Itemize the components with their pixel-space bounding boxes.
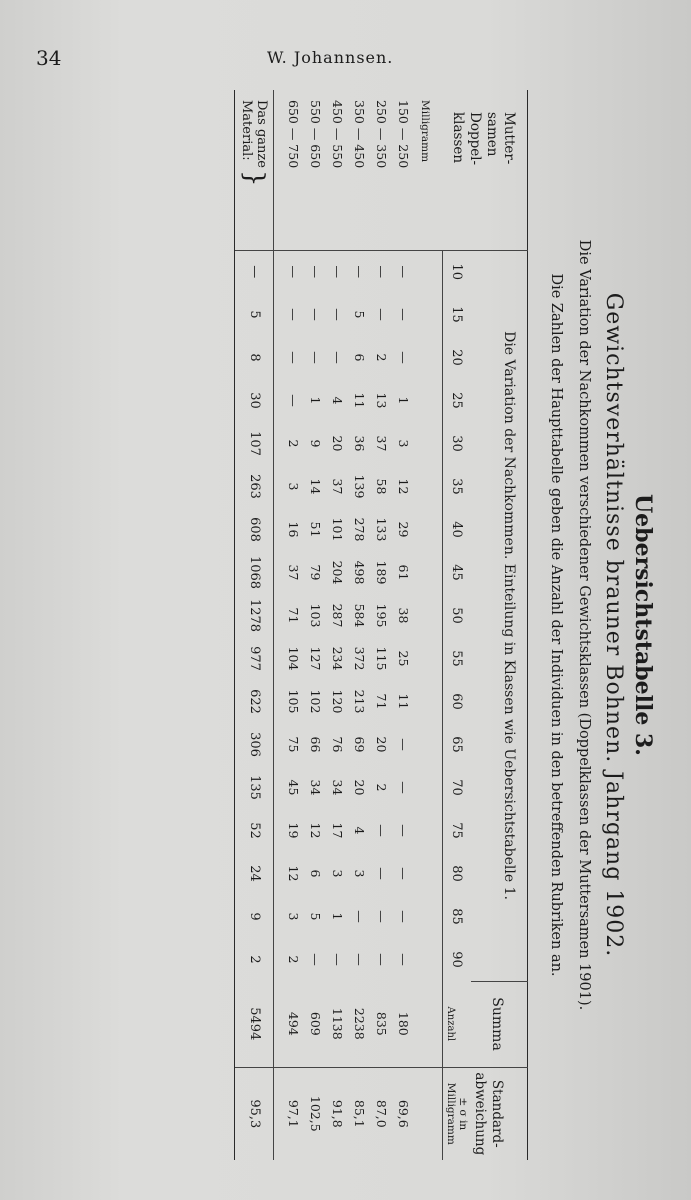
table-cell: 75 [286, 736, 301, 753]
table-description: Die Variation der Nachkommen verschiedener Gewichtsklassen (Doppelklassen der Muttersamen 1901). [576, 239, 592, 1011]
table-subtitle: Gewichtsverhältnisse brauner Bohnen. Jahrgang 1902. [601, 292, 626, 958]
table-cell: 12 [286, 865, 301, 882]
total-cell: 52 [235, 809, 274, 852]
total-row [235, 90, 274, 1160]
row-label: 250 — 350 [371, 90, 393, 250]
class-label: 10 [443, 250, 472, 293]
table-cell: 278 [352, 517, 367, 542]
class-row [443, 90, 472, 1160]
table-cell: — [374, 308, 389, 321]
variation-header: Die Variation der Nachkommen. Einteilung in Klassen wie Uebersichtstabelle 1. [471, 250, 528, 981]
table-cell: 37 [374, 435, 389, 452]
total-sum: 5494 [235, 981, 274, 1067]
table-cell: 37 [330, 478, 345, 495]
table-cell: — [374, 910, 389, 923]
table-cell: 34 [330, 779, 345, 796]
table-cell: 14 [308, 478, 323, 495]
table-cell: 133 [374, 517, 389, 542]
spacer-cell [415, 465, 443, 508]
table-cell: — [330, 351, 345, 364]
table-cell: 584 [352, 603, 367, 628]
spacer-cell [415, 422, 443, 465]
table-cell: 38 [396, 607, 411, 624]
table-cell: 5 [308, 912, 323, 921]
row-std: 91,8 [330, 1099, 345, 1128]
unit-row [415, 90, 443, 1160]
table-cell: 3 [352, 869, 367, 878]
class-label: 20 [443, 336, 472, 379]
total-cell: 9 [235, 895, 274, 938]
table-cell: — [286, 394, 301, 407]
total-std: 95,3 [235, 1067, 274, 1160]
table-cell: 2 [374, 353, 389, 362]
row-label: 650 — 750 [274, 90, 305, 250]
table-cell: 69 [352, 736, 367, 753]
table-cell: 9 [308, 439, 323, 448]
table-cell: — [352, 910, 367, 923]
spacer-cell [415, 981, 443, 1067]
table-cell: — [308, 265, 323, 278]
class-label: 55 [443, 637, 472, 680]
table-cell: 204 [330, 560, 345, 585]
class-label: 60 [443, 680, 472, 723]
table-cell: 20 [330, 435, 345, 452]
table-cell: 6 [352, 353, 367, 362]
table-cell: 45 [286, 779, 301, 796]
total-cell: 1278 [235, 594, 274, 637]
table-cell: — [286, 308, 301, 321]
row-sum: 180 [393, 981, 415, 1067]
table-cell: 3 [286, 482, 301, 491]
table-cell: — [374, 265, 389, 278]
table-cell: — [396, 265, 411, 278]
table-cell: 104 [286, 646, 301, 671]
total-cell: 24 [235, 852, 274, 895]
std-unit: ± σ in Milligramm [443, 1067, 472, 1160]
spacer-cell [415, 680, 443, 723]
total-cell: 622 [235, 680, 274, 723]
table-cell: 120 [330, 689, 345, 714]
table-cell: 115 [374, 646, 389, 671]
total-cell: 608 [235, 508, 274, 551]
class-label: 40 [443, 508, 472, 551]
table-cell: 234 [330, 646, 345, 671]
table-cell: — [396, 824, 411, 837]
table-cell: 103 [308, 603, 323, 628]
sum-unit: Anzahl [443, 981, 472, 1067]
table-cell: 51 [308, 521, 323, 538]
total-cell: 107 [235, 422, 274, 465]
table-cell: — [308, 953, 323, 966]
table-cell: — [330, 265, 345, 278]
mother-seed-header [443, 90, 528, 250]
spacer-cell [415, 379, 443, 422]
class-label: 75 [443, 809, 472, 852]
row-label: 450 — 550 [327, 90, 349, 250]
spacer-cell [415, 809, 443, 852]
table-title: Uebersichtstabelle 3. [630, 494, 656, 756]
table-cell: 16 [286, 521, 301, 538]
table-note: Die Zahlen der Haupttabelle geben die Anzahl der Individuen in den betreffenden Rubriken an. [548, 273, 564, 977]
table-cell: 4 [352, 826, 367, 835]
table-cell: — [396, 738, 411, 751]
table-cell: 12 [396, 478, 411, 495]
table-cell: 19 [286, 822, 301, 839]
table-cell: 102 [308, 689, 323, 714]
table-cell: 195 [374, 603, 389, 628]
table-row [305, 90, 327, 1160]
table-cell: 213 [352, 689, 367, 714]
running-head-author: W. Johannsen. [267, 48, 394, 67]
total-label-line: Das ganze [254, 100, 270, 168]
table-cell: 79 [308, 564, 323, 581]
table-cell: 61 [396, 564, 411, 581]
row-std: 87,0 [374, 1099, 389, 1128]
table-cell: — [374, 953, 389, 966]
table-cell: 3 [286, 912, 301, 921]
total-cell: 8 [235, 336, 274, 379]
table-cell: — [286, 265, 301, 278]
spacer-cell [415, 508, 443, 551]
class-label: 25 [443, 379, 472, 422]
table-cell: 36 [352, 435, 367, 452]
table-cell: 20 [374, 736, 389, 753]
table-cell: 105 [286, 689, 301, 714]
table-cell: 6 [308, 869, 323, 878]
table-cell: — [352, 953, 367, 966]
spacer-cell [415, 852, 443, 895]
table-cell: 2 [286, 439, 301, 448]
mother-header-line: klassen [450, 112, 466, 164]
table-cell: 34 [308, 779, 323, 796]
std-header-line: abweichung [472, 1072, 488, 1156]
total-cell: 1068 [235, 551, 274, 594]
class-label: 65 [443, 723, 472, 766]
total-cell: 306 [235, 723, 274, 766]
table-cell: 25 [396, 650, 411, 667]
table-cell: 71 [374, 693, 389, 710]
table-cell: 29 [396, 521, 411, 538]
spacer-cell [415, 723, 443, 766]
class-label: 85 [443, 895, 472, 938]
table-cell: 372 [352, 646, 367, 671]
mother-header-line: Doppel- [467, 112, 483, 166]
class-label: 35 [443, 465, 472, 508]
table-row [393, 90, 415, 1160]
total-cell: 2 [235, 938, 274, 981]
table-cell: 37 [286, 564, 301, 581]
row-sum: 609 [305, 981, 327, 1067]
table-cell: — [374, 867, 389, 880]
row-sum: 2238 [349, 981, 371, 1067]
table-cell: 11 [396, 693, 411, 710]
class-label: 30 [443, 422, 472, 465]
total-cell: 977 [235, 637, 274, 680]
table-cell: — [308, 308, 323, 321]
spacer-cell [415, 637, 443, 680]
table-cell: 127 [308, 646, 323, 671]
table-cell: 11 [352, 392, 367, 409]
table-cell: — [396, 867, 411, 880]
total-label-line: Material: [239, 100, 255, 161]
table-cell: 58 [374, 478, 389, 495]
table-cell: — [330, 308, 345, 321]
spacer-cell [415, 895, 443, 938]
total-cell: 30 [235, 379, 274, 422]
class-label: 50 [443, 594, 472, 637]
table-cell: 4 [330, 396, 345, 405]
spacer-cell [415, 938, 443, 981]
spacer-cell [415, 336, 443, 379]
table-cell: — [330, 953, 345, 966]
table-cell: — [396, 308, 411, 321]
table-cell: 12 [308, 822, 323, 839]
spacer-cell [415, 1067, 443, 1160]
table-cell: 2 [286, 955, 301, 964]
total-cell: 5 [235, 293, 274, 336]
row-sum: 1138 [327, 981, 349, 1067]
table-cell: 1 [308, 396, 323, 405]
table-body [235, 90, 528, 1160]
row-label: 550 — 650 [305, 90, 327, 250]
std-deviation-header [471, 1067, 528, 1160]
table-cell: — [352, 265, 367, 278]
mother-header-line: Mutter- [501, 112, 517, 165]
header-row [471, 90, 528, 1160]
page-number: 34 [36, 46, 62, 70]
table-cell: — [396, 351, 411, 364]
class-label: 90 [443, 938, 472, 981]
rotated-table-block [100, 90, 660, 1160]
mother-header-line: samen [484, 112, 500, 157]
table-cell: 71 [286, 607, 301, 624]
table-cell: — [286, 351, 301, 364]
table-cell: 1 [396, 396, 411, 405]
row-label: 350 — 450 [349, 90, 371, 250]
class-label: 80 [443, 852, 472, 895]
table-cell: — [396, 781, 411, 794]
table-cell: — [396, 910, 411, 923]
table-cell: 76 [330, 736, 345, 753]
total-brace: } [239, 169, 270, 187]
table-cell: 498 [352, 560, 367, 585]
total-cell: — [235, 250, 274, 293]
table-cell: 20 [352, 779, 367, 796]
table-row [371, 90, 393, 1160]
table-row [274, 90, 305, 1160]
row-std: 85,1 [352, 1099, 367, 1128]
table-row [327, 90, 349, 1160]
class-label: 15 [443, 293, 472, 336]
table-cell: — [308, 351, 323, 364]
table-cell: 3 [330, 869, 345, 878]
spacer-cell [415, 551, 443, 594]
row-label: 150 — 250 [393, 90, 415, 250]
table-cell: 17 [330, 822, 345, 839]
table-cell: — [396, 953, 411, 966]
class-label: 70 [443, 766, 472, 809]
page-header [0, 46, 691, 76]
spacer-cell [415, 293, 443, 336]
row-sum: 835 [371, 981, 393, 1067]
unit-label: Milligramm [415, 90, 443, 250]
total-cell: 263 [235, 465, 274, 508]
total-label-text [240, 100, 270, 168]
row-std: 69,6 [396, 1099, 411, 1128]
table-cell: 101 [330, 517, 345, 542]
total-label [235, 90, 274, 250]
table-cell: 5 [352, 310, 367, 319]
spacer-cell [415, 766, 443, 809]
class-label: 45 [443, 551, 472, 594]
table-cell: 189 [374, 560, 389, 585]
row-sum: 494 [274, 981, 305, 1067]
total-cell: 135 [235, 766, 274, 809]
table-cell: — [374, 824, 389, 837]
table-cell: 287 [330, 603, 345, 628]
table-row [349, 90, 371, 1160]
table-cell: 13 [374, 392, 389, 409]
sum-header: Summa [471, 981, 528, 1067]
spacer-cell [415, 594, 443, 637]
table-cell: 2 [374, 783, 389, 792]
table-cell: 3 [396, 439, 411, 448]
table-cell: 66 [308, 736, 323, 753]
spacer-cell [415, 250, 443, 293]
data-table [235, 90, 529, 1160]
row-std: 97,1 [286, 1099, 301, 1128]
table-cell: 1 [330, 912, 345, 921]
std-header-line: Standard- [489, 1079, 505, 1148]
row-std: 102,5 [308, 1095, 323, 1132]
table-cell: 139 [352, 474, 367, 499]
